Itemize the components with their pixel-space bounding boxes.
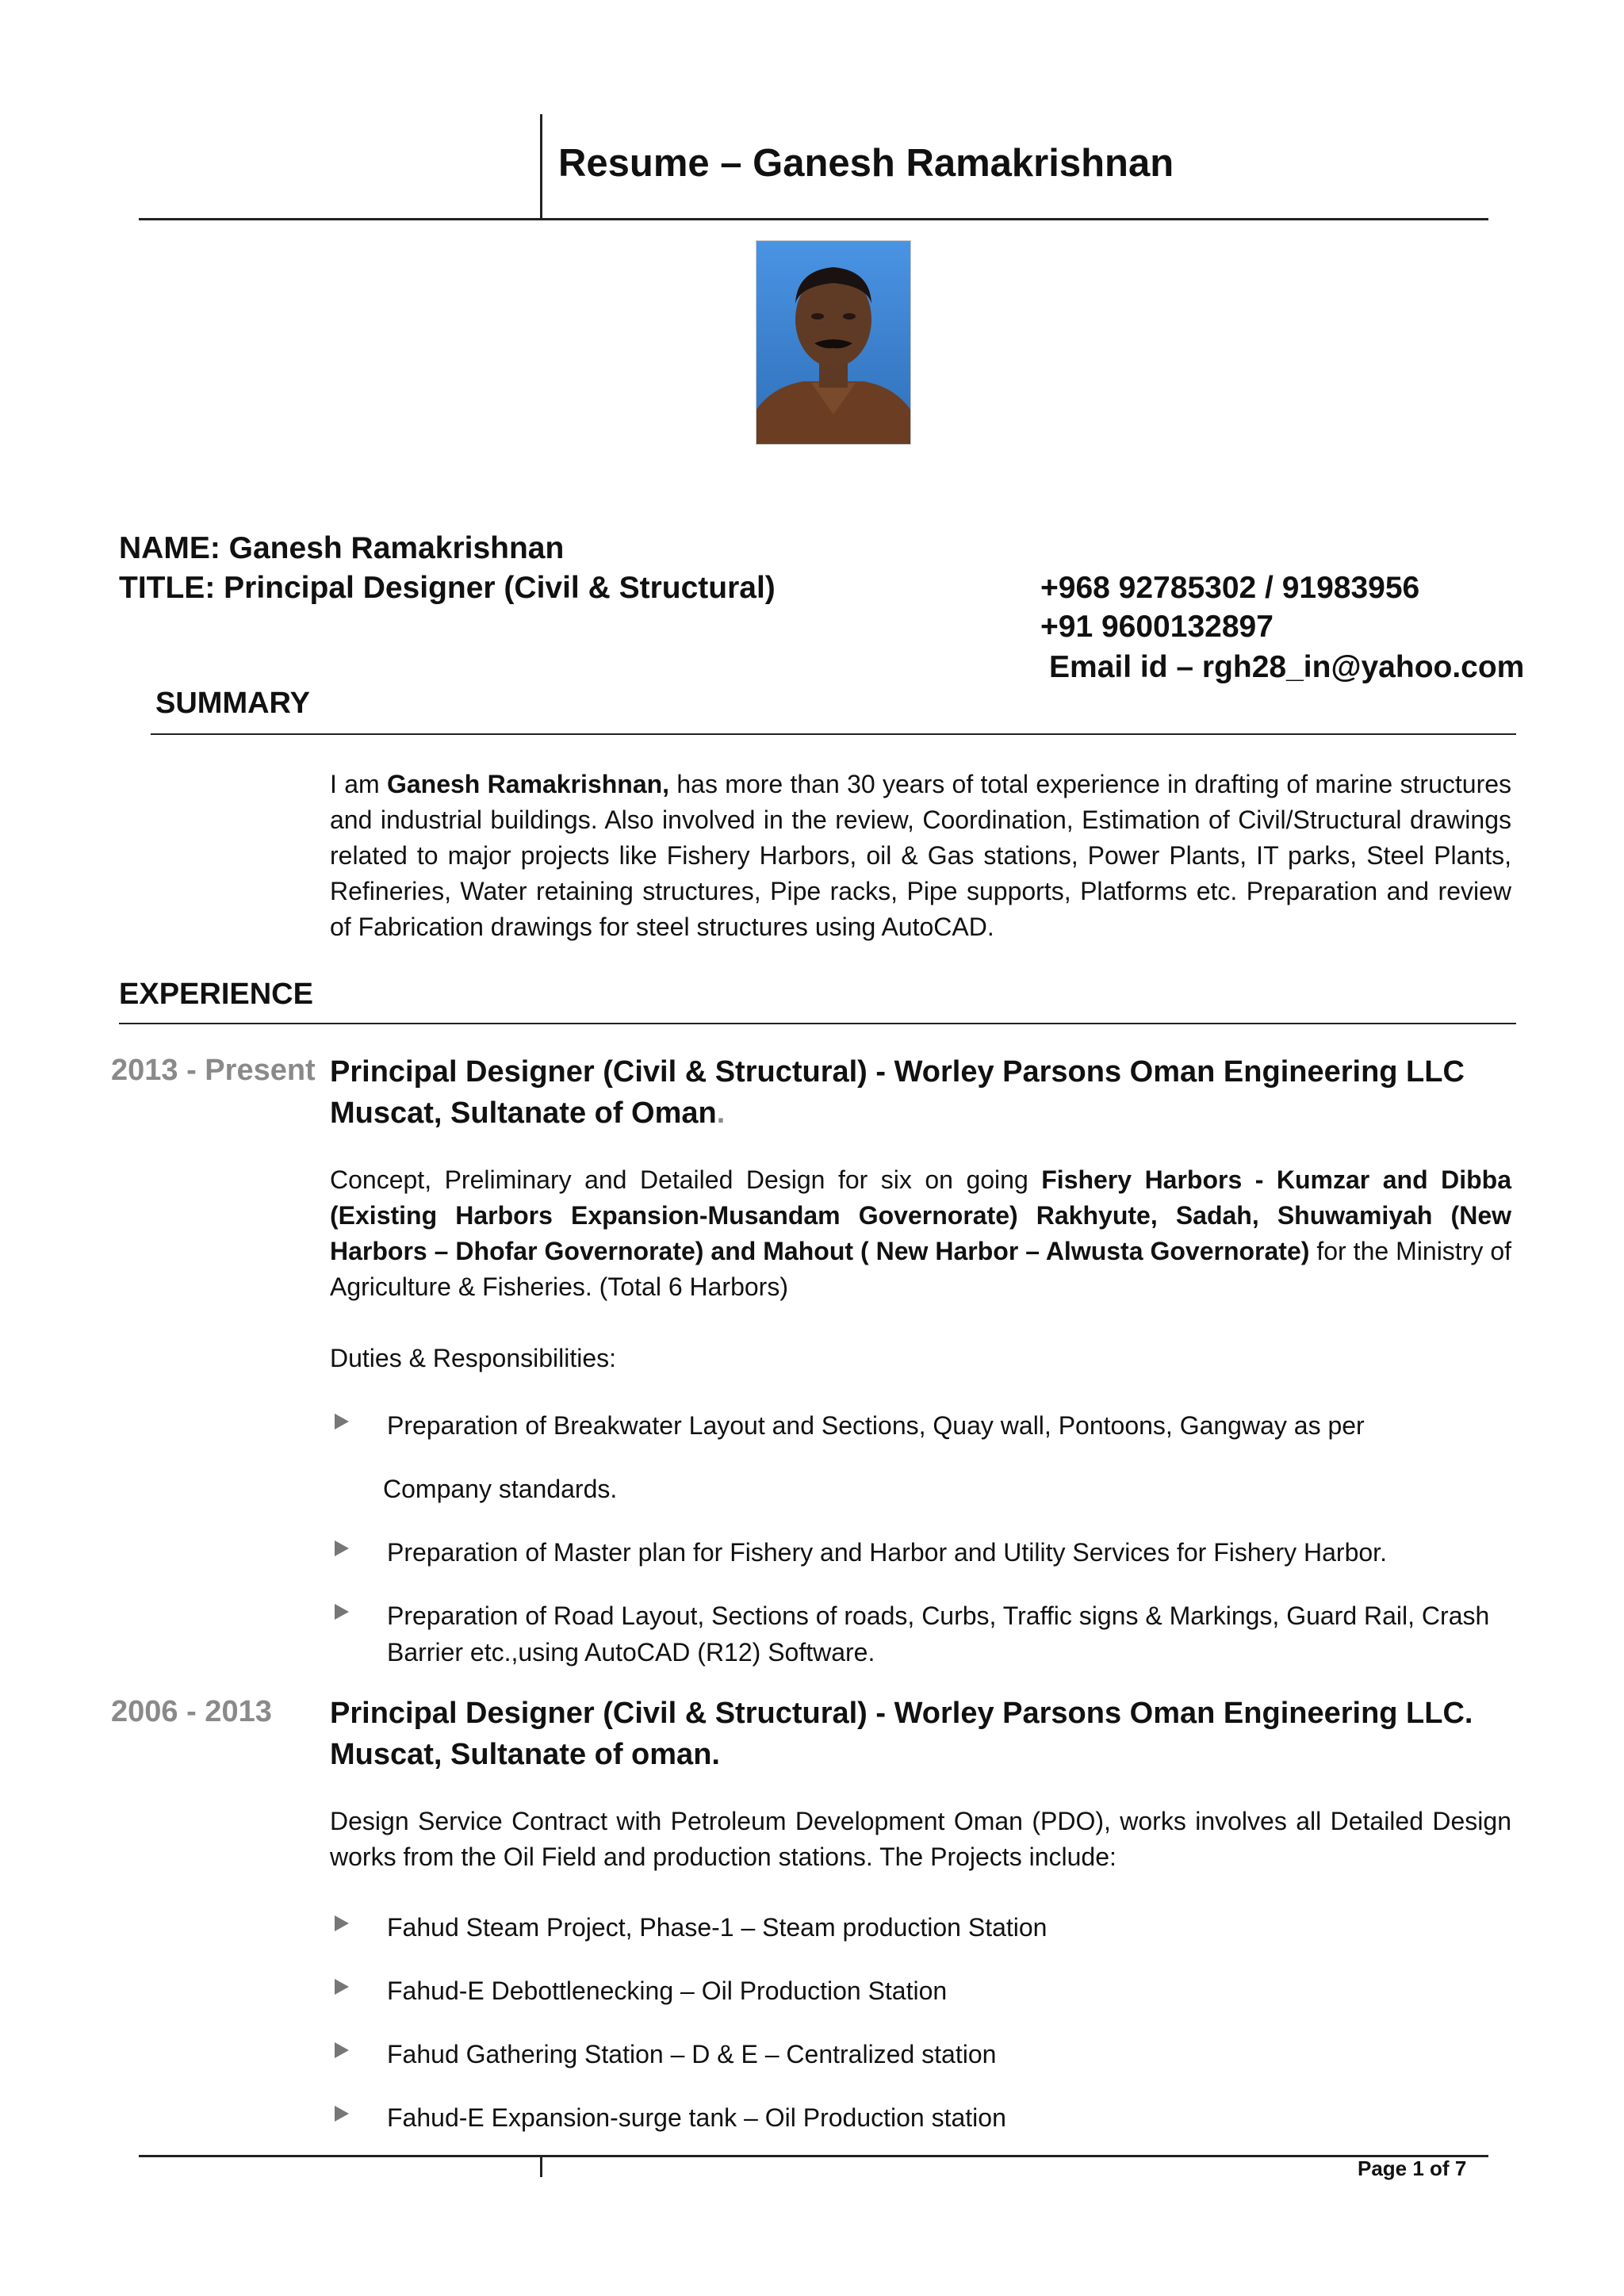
job1-bullet-3: Preparation of Road Layout, Sections of roads, Curbs, Traffic signs & Markings, Guard Rail, Crash Barrier etc.,using AutoCAD (R12) Software. [330,1598,1503,1670]
job1-desc-bold: Fishery Harbors - Kumzar and Dibba (Existing Harbors Expansion-Musandam Governorate) Rakhyute, Sadah, Shuwamiyah (New Harbors – Dhofar Governorate) and Mahout ( New Harbor – Alwusta Governorate) [330,1165,1512,1265]
summary-intro: I am [330,770,387,798]
job1-desc-pre: Concept, Preliminary and Detailed Design for six on going [330,1165,1042,1194]
summary-name: Ganesh Ramakrishnan, [386,770,670,798]
profile-photo [756,240,911,445]
bullet-arrow-icon [335,1979,349,1995]
job2-bullet-3: Fahud Gathering Station – D & E – Centralized station [330,2036,1503,2072]
job1-description [330,1162,1511,1305]
page-number: Page 1 of 7 [1358,2156,1467,2180]
experience-heading: EXPERIENCE [119,978,313,1011]
job2-title [330,1693,1535,1775]
footer-rule [139,2155,1488,2157]
job2-bullet-2: Fahud-E Debottlenecking – Oil Production Station [330,1973,1503,2009]
header-rule [139,218,1488,220]
job2-title-line1: Principal Designer (Civil & Structural) - Worley Parsons Oman Engineering LLC. [330,1697,1473,1730]
bullet-arrow-icon [335,1540,349,1556]
job2-title-line2: Muscat, Sultanate of oman. [330,1738,720,1771]
phone-oman: +968 92785302 / 91983956 [1040,571,1420,605]
job2-bullet-1: Fahud Steam Project, Phase-1 – Steam production Station [330,1909,1503,1946]
bullet-arrow-icon [335,1414,349,1429]
bullet-arrow-icon [335,1915,349,1931]
email-address: Email id – rgh28_in@yahoo.com [1049,650,1525,684]
phone-india: +91 9600132897 [1040,610,1274,644]
footer-divider-vertical [540,2155,542,2177]
job1-bullet-2: Preparation of Master plan for Fishery and Harbor and Utility Services for Fishery Harbor. [330,1534,1503,1571]
job1-duties-label: Duties & Responsibilities: [330,1344,617,1372]
bullet-arrow-icon [335,2106,349,2122]
summary-text: has more than 30 years of total experience in drafting of marine structures and industrial buildings. Also involved in the review, Coordination, Estimation of Civil/Structural drawings related to major projects like Fishery Harbors, oil & Gas stations, Power Plants, IT parks, Steel Plants, Refineries, Water retaining structures, Pipe racks, Pipe supports, Platforms etc. Preparation and review of Fabrication drawings for steel structures using AutoCAD. [330,770,1512,941]
job1-desc-post: for the Ministry of Agriculture & Fisheries. (Total 6 Harbors) [330,1237,1512,1301]
job2-bullet-4: Fahud-E Expansion-surge tank – Oil Production station [330,2099,1503,2136]
job2-dates: 2006 - 2013 [111,1695,272,1728]
job1-dates: 2013 - Present [111,1054,316,1087]
bullet-arrow-icon [335,2042,349,2058]
job1-bullet-1-continued: Company standards. [383,1475,618,1503]
experience-rule [119,1023,1516,1024]
summary-rule [151,733,1516,735]
job1-title-dot: . [716,1096,726,1130]
job1-location: Muscat, Sultanate of Oman [330,1096,717,1130]
job1-title [330,1051,1535,1134]
job1-title-line2 [330,1093,1535,1134]
personal-name: NAME: Ganesh Ramakrishnan [119,531,565,565]
bullet-arrow-icon [335,1604,349,1620]
summary-heading: SUMMARY [155,687,310,720]
job1-bullet-1: Preparation of Breakwater Layout and Sections, Quay wall, Pontoons, Gangway as per [330,1407,1503,1444]
summary-paragraph [330,767,1511,945]
document-title: Resume – Ganesh Ramakrishnan [558,142,1174,185]
job2-description: Design Service Contract with Petroleum Development Oman (PDO), works involves all Detailed Design works from the Oil Field and production stations. The Projects include: [330,1807,1511,1871]
header-divider-vertical [540,114,542,220]
job1-title-line1: Principal Designer (Civil & Structural) - Worley Parsons Oman Engineering LLC [330,1055,1465,1089]
personal-title: TITLE: Principal Designer (Civil & Structural) [119,571,776,605]
